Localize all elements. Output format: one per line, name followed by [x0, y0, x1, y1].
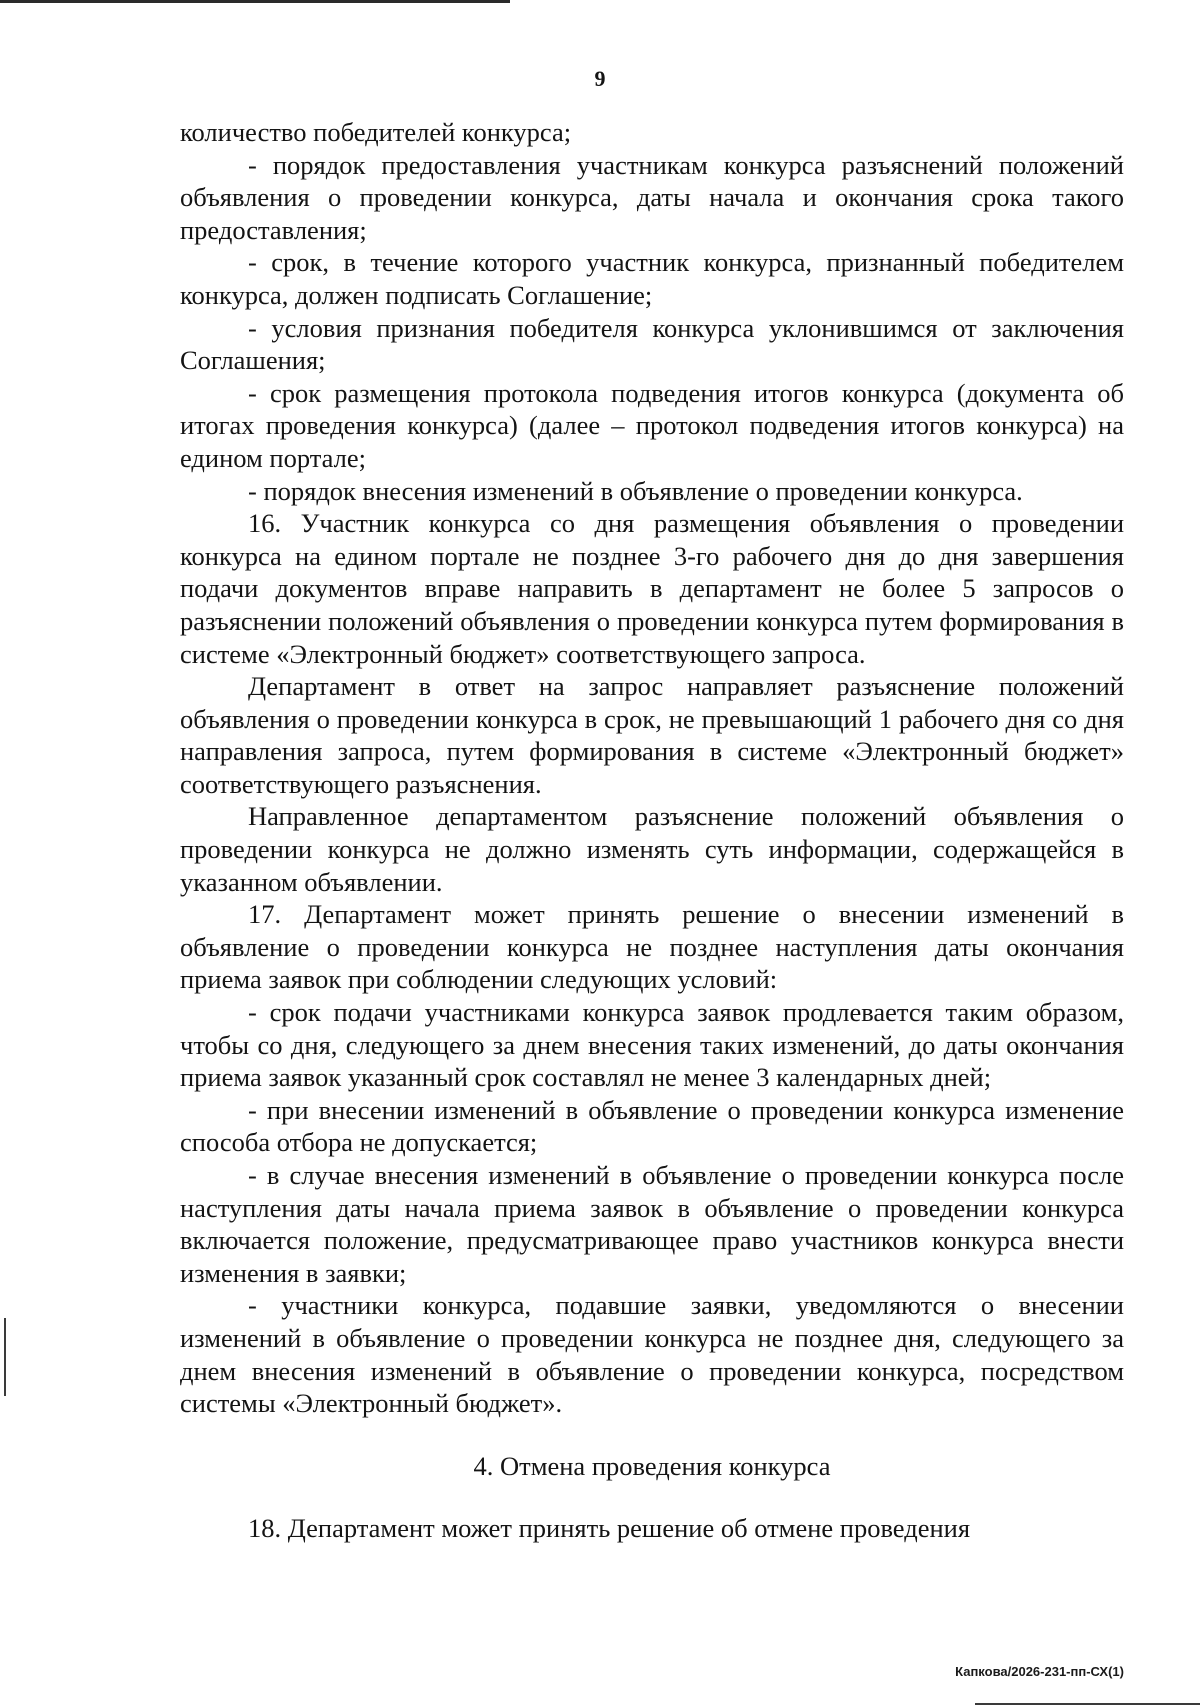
- paragraph-12: - в случае внесения изменений в объявление о проведении конкурса после наступления даты начала приема заявок в объявление о проведении конкурса включается положение, предусматривающее право участников конкурса внести изменения в заявки;: [180, 1160, 1124, 1288]
- paragraph-7: Департамент в ответ на запрос направляет разъяснение положений объявления о проведении конкурса в срок, не превышающий 1 рабочего дня со дня направления запроса, путем формирования в системе «Электронный бюджет» соответствующего разъяснения.: [180, 671, 1124, 799]
- section-heading: 4. Отмена проведения конкурса: [473, 1450, 831, 1481]
- document-footer-code: Капкова/2026-231-пп-СХ(1): [955, 1664, 1124, 1679]
- paragraph-6: 16. Участник конкурса со дня размещения объявления о проведении конкурса на едином портале не позднее 3-го рабочего дня до дня завершения подачи документов вправе направить в департамент не более 5 запросов о разъяснении положений объявления о проведении конкурса путем формирования в системе «Электронный бюджет» соответствующего запроса.: [180, 508, 1124, 669]
- paragraph-9: 17. Департамент может принять решение о внесении изменений в объявление о проведении конкурса не позднее наступления даты окончания приема заявок при соблюдении следующих условий:: [180, 899, 1124, 995]
- paragraph-10: - срок подачи участниками конкурса заявок продлевается таким образом, чтобы со дня, следующего за днем внесения таких изменений, до даты окончания приема заявок указанный срок составлял не менее 3 календарных дней;: [180, 997, 1124, 1093]
- scan-artifact-left: [4, 1318, 6, 1396]
- paragraph-11: - при внесении изменений в объявление о проведении конкурса изменение способа отбора не допускается;: [180, 1094, 1124, 1158]
- scan-artifact-top: [0, 0, 510, 3]
- paragraph-13: - участники конкурса, подавшие заявки, уведомляются о внесении изменений в объявление о проведении конкурса не позднее дня, следующего за днем внесения изменений в объявление о проведении конкурса, посредством системы «Электронный бюджет».: [180, 1290, 1124, 1419]
- page-number: 9: [594, 66, 606, 91]
- document-body: [180, 116, 1124, 1545]
- paragraph-2: - срок, в течение которого участник конкурса, признанный победителем конкурса, должен подписать Соглашение;: [180, 247, 1124, 310]
- paragraph-0: количество победителей конкурса;: [180, 117, 572, 147]
- paragraph-3: - условия признания победителя конкурса уклонившимся от заключения Соглашения;: [180, 312, 1124, 376]
- paragraph-8: Направленное департаментом разъяснение положений объявления о проведении конкурса не должно изменять суть информации, содержащейся в указанном объявлении.: [180, 801, 1124, 897]
- paragraph-4: - срок размещения протокола подведения итогов конкурса (документа об итогах проведения конкурса) (далее – протокол подведения итогов конкурса) на едином портале;: [180, 377, 1124, 473]
- paragraph-1: - порядок предоставления участникам конкурса разъяснений положений объявления о проведении конкурса, даты начала и окончания срока такого предоставления;: [180, 149, 1124, 245]
- paragraph-5: - порядок внесения изменений в объявление о проведении конкурса.: [248, 475, 1023, 506]
- paragraph-last: 18. Департамент может принять решение об отмене проведения: [248, 1513, 971, 1544]
- scan-artifact-bottom: [975, 1703, 1200, 1705]
